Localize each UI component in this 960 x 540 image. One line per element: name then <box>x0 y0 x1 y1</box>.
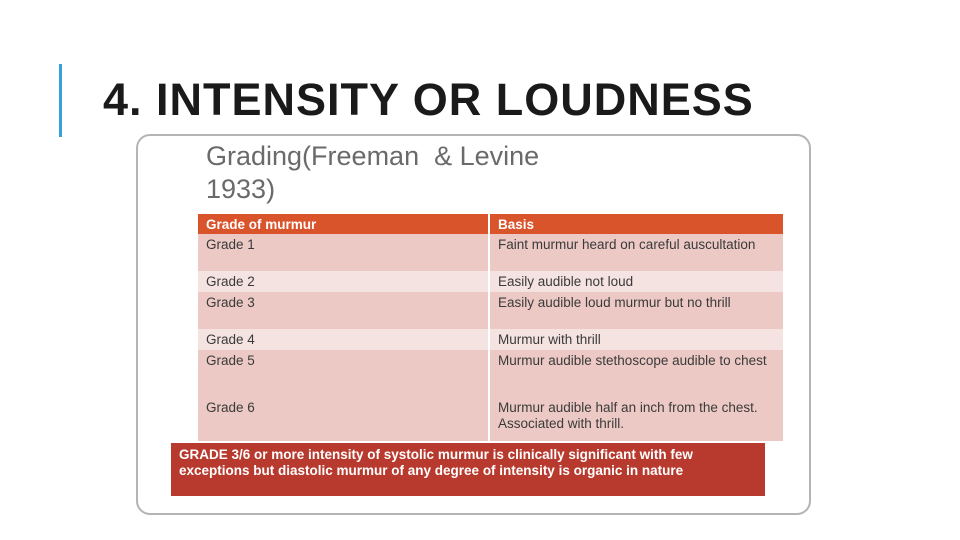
table-header-row <box>198 214 783 234</box>
basis-cell: Murmur with thrill <box>490 329 783 350</box>
slide-title: 4. INTENSITY OR LOUDNESS <box>103 74 754 125</box>
grading-table <box>198 214 783 441</box>
clinical-significance-note: GRADE 3/6 or more intensity of systolic murmur is clinically significant with few exceptions but diastolic murmur of any degree of intensity is organic in nature <box>171 443 765 496</box>
figure-heading: Grading(Freeman & Levine 1933) <box>206 141 540 204</box>
table-row <box>198 329 783 350</box>
basis-cell: Murmur audible half an inch from the chest. Associated with thrill. <box>490 397 783 441</box>
basis-cell: Easily audible not loud <box>490 271 783 292</box>
table-row <box>198 397 783 441</box>
table-row <box>198 271 783 292</box>
grade-cell: Grade 5 <box>198 350 490 397</box>
title-accent-bar <box>59 64 62 137</box>
grade-cell: Grade 4 <box>198 329 490 350</box>
basis-cell: Easily audible loud murmur but no thrill <box>490 292 783 329</box>
table-row <box>198 350 783 397</box>
column-header-basis: Basis <box>490 214 783 234</box>
grade-cell: Grade 6 <box>198 397 490 441</box>
grade-cell: Grade 3 <box>198 292 490 329</box>
basis-cell: Faint murmur heard on careful auscultation <box>490 234 783 271</box>
table-row <box>198 234 783 271</box>
grade-cell: Grade 1 <box>198 234 490 271</box>
column-header-grade: Grade of murmur <box>198 214 490 234</box>
table-row <box>198 292 783 329</box>
grade-cell: Grade 2 <box>198 271 490 292</box>
basis-cell: Murmur audible stethoscope audible to chest <box>490 350 783 397</box>
